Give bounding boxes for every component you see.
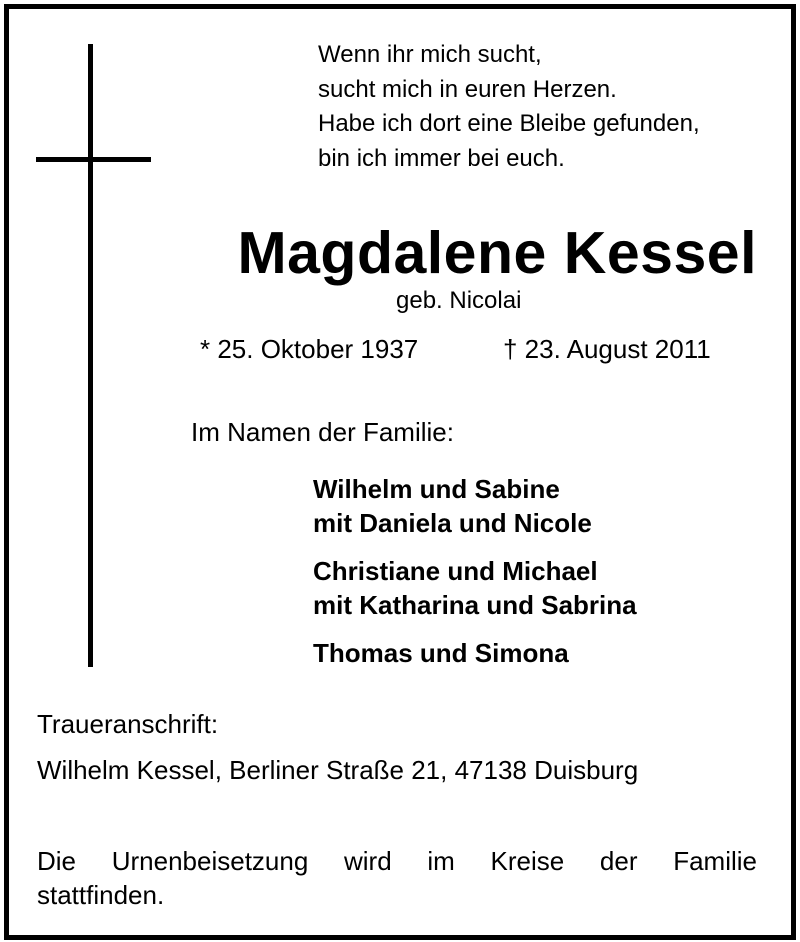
- deceased-name: Magdalene Kessel: [237, 220, 757, 286]
- burial-notice: [37, 844, 757, 912]
- family-line: Christiane und Michael: [313, 556, 598, 586]
- mourning-address-label: Traueranschrift:: [37, 709, 219, 739]
- family-list: [313, 472, 637, 684]
- burial-notice-line: stattfinden.: [37, 880, 165, 910]
- death-date: † 23. August 2011: [503, 334, 711, 364]
- birth-date: * 25. Oktober 1937: [200, 334, 419, 364]
- maiden-name: geb. Nicolai: [396, 287, 522, 314]
- family-group: [313, 554, 637, 622]
- poem-line: sucht mich in euren Herzen.: [318, 75, 617, 103]
- family-group: [313, 636, 637, 670]
- cross-horizontal-bar: [36, 157, 151, 162]
- poem-line: Wenn ihr mich sucht,: [318, 41, 542, 68]
- cross-vertical-bar: [88, 44, 93, 667]
- family-intro: Im Namen der Familie:: [191, 417, 454, 447]
- poem-line: Habe ich dort eine Bleibe gefunden,: [318, 110, 700, 137]
- family-line: Wilhelm und Sabine: [313, 474, 560, 504]
- family-line: mit Daniela und Nicole: [313, 508, 592, 538]
- mourning-address: Wilhelm Kessel, Berliner Straße 21, 47138 Duisburg: [37, 755, 639, 785]
- poem-line: bin ich immer bei euch.: [318, 144, 565, 172]
- family-group: [313, 472, 637, 540]
- poem: [318, 38, 700, 176]
- family-line: Thomas und Simona: [313, 638, 569, 668]
- burial-notice-line: Die Urnenbeisetzung wird im Kreise der Familie: [37, 846, 757, 876]
- family-line: mit Katharina und Sabrina: [313, 590, 637, 620]
